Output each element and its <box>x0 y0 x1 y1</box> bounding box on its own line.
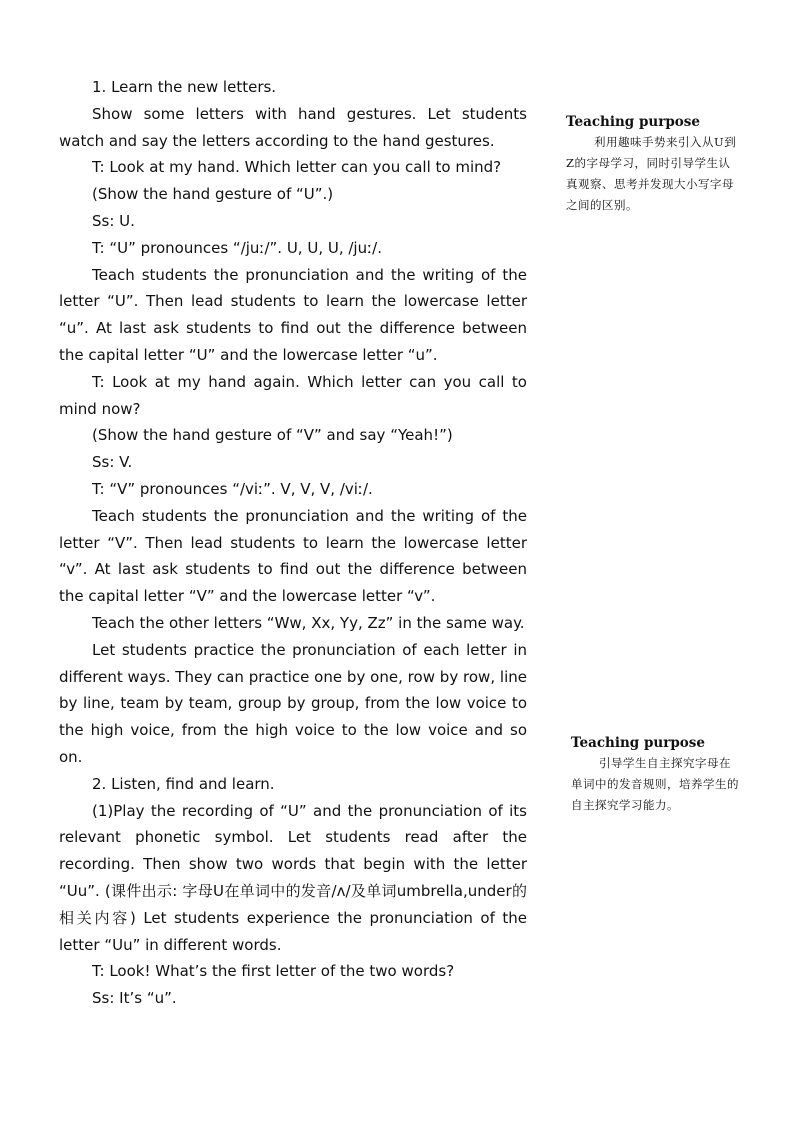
note-text: 利用趣味手势来引入从U到Z的字母学习，同时引导学生认真观察、思考并发现大小写字母之间的区别。 <box>566 135 737 212</box>
section-heading-learn-letters: 1. Learn the new letters. <box>92 78 277 96</box>
note-heading: Teaching purpose <box>566 114 700 130</box>
lesson-body <box>59 74 527 1012</box>
paragraph-hand-gestures: Show some letters with hand gestures. Let students watch and say the letters according to the hand gestures. <box>59 104 527 150</box>
paragraph-recording: (1)Play the recording of “U” and the pronunciation of its relevant phonetic symbol. Let students read after the recording. Then show two words that begin with the letter “Uu”. (课件出示: 字母U在单词中的发音/ʌ/及单词umbrella,under的相关内容) Let students experience the pronunciation of the letter “Uu” in different words. <box>59 801 527 954</box>
paragraph-practice: Let students practice the pronunciation of each letter in different ways. They can practice one by one, row by row, line by line, team by team, group by group, from the low voice to the high voice, from the high voice to the low voice and so on. <box>59 640 527 766</box>
teaching-purpose-note-2 <box>571 733 741 816</box>
dialogue-line-students: Ss: U. <box>92 211 135 230</box>
paragraph-other-letters: Teach the other letters “Ww, Xx, Yy, Zz” in the same way. <box>92 613 525 632</box>
dialogue-line-teacher: T: Look at my hand. Which letter can you call to mind? <box>92 158 502 177</box>
note-text: 引导学生自主探究字母在单词中的发音规则，培养学生的自主探究学习能力。 <box>571 756 739 812</box>
dialogue-line-teacher: T: “U” pronounces “/juː/”. U, U, U, /juː/. <box>92 238 382 257</box>
dialogue-line-teacher: T: “V” pronounces “/viː”. V, V, V, /viː/. <box>92 479 373 498</box>
dialogue-line-teacher: T: Look! What’s the first letter of the two words? <box>92 962 455 981</box>
dialogue-line-students: Ss: V. <box>92 453 133 472</box>
section-heading-listen: 2. Listen, find and learn. <box>92 774 275 793</box>
paragraph-teach-u: Teach students the pronunciation and the writing of the letter “U”. Then lead students to learn the lowercase letter “u”. At last ask students to find out the difference between the capital letter “U” and the lowercase letter “u”. <box>59 265 527 364</box>
teaching-purpose-note-1 <box>566 112 738 216</box>
dialogue-line-students: Ss: It’s “u”. <box>92 989 177 1008</box>
stage-direction: (Show the hand gesture of “V” and say “Yeah!”) <box>92 426 453 445</box>
note-heading: Teaching purpose <box>571 735 705 751</box>
paragraph-teach-v: Teach students the pronunciation and the writing of the letter “V”. Then lead students to learn the lowercase letter “v”. At last ask students to find out the difference between the capital letter “V” and the lowercase letter “v”. <box>59 506 527 606</box>
stage-direction: (Show the hand gesture of “U”.) <box>92 185 334 204</box>
dialogue-line-teacher: T: Look at my hand again. Which letter can you call to mind now? <box>59 372 527 418</box>
